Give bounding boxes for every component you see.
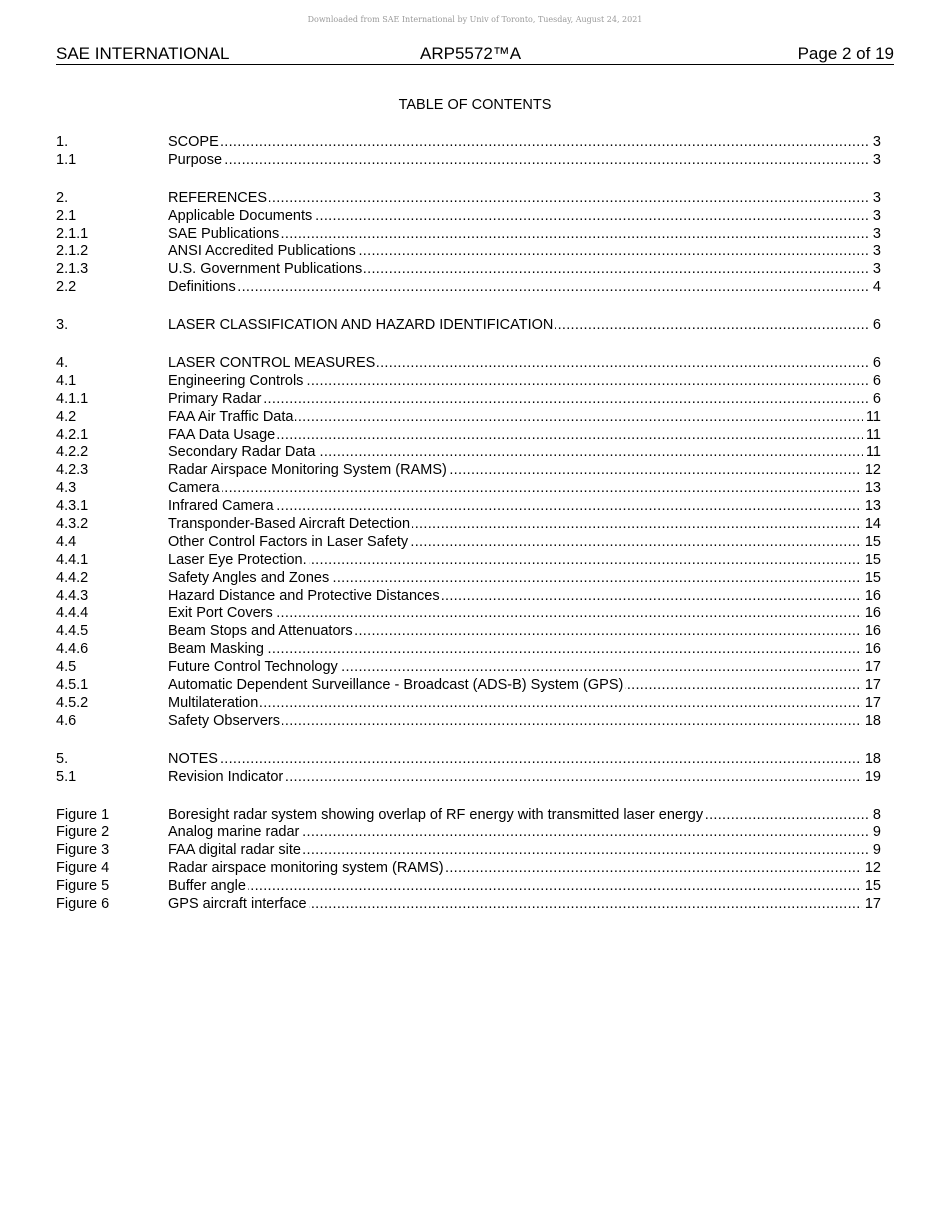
toc-entry-number: 4.6 (56, 712, 77, 729)
toc-entry-leader (168, 190, 881, 208)
toc-entry-page: 14 (862, 516, 881, 534)
toc-entry-title: NOTES (168, 750, 218, 767)
toc-entry-leader (168, 677, 881, 695)
toc-entry-leader (168, 896, 881, 914)
toc-entry-title: Revision Indicator (168, 768, 284, 785)
toc-entry[interactable] (56, 373, 881, 391)
toc-entry[interactable] (56, 480, 881, 498)
toc-entry[interactable] (56, 261, 881, 279)
toc-entry-title: REFERENCES (168, 189, 268, 206)
toc-entry-number: 4.3 (56, 480, 77, 497)
toc-entry-title: Engineering Controls (168, 372, 304, 389)
toc-entry-number: 2.1.3 (56, 261, 89, 278)
toc-entry-title: Beam Stops and Attenuators (168, 623, 353, 640)
table-of-contents (56, 134, 881, 914)
toc-entry[interactable] (56, 677, 881, 695)
toc-entry-page: 18 (862, 751, 881, 769)
toc-entry-number: Figure 5 (56, 878, 110, 895)
toc-entry-page: 9 (870, 842, 881, 860)
toc-entry-number: 4.4.5 (56, 623, 89, 640)
toc-entry-number: 4.2 (56, 408, 77, 425)
toc-entry-page: 16 (862, 623, 881, 641)
toc-entry[interactable] (56, 605, 881, 623)
toc-entry-page: 11 (863, 427, 881, 445)
toc-entry[interactable] (56, 842, 881, 860)
toc-entry-title: LASER CONTROL MEASURES (168, 355, 376, 372)
toc-entry-leader (168, 588, 881, 606)
page-header (56, 44, 894, 65)
toc-entry-page: 17 (862, 677, 881, 695)
toc-entry-title: Definitions (168, 279, 236, 296)
toc-entry[interactable] (56, 552, 881, 570)
toc-entry-leader (168, 152, 881, 170)
toc-entry-leader (168, 134, 881, 152)
toc-entry-title: Secondary Radar Data (168, 444, 316, 461)
header-document-number: ARP5572™A (420, 44, 522, 63)
toc-entry-title: FAA digital radar site (168, 842, 301, 859)
toc-entry-leader (168, 409, 881, 427)
toc-title: TABLE OF CONTENTS (398, 97, 552, 113)
toc-entry-number: Figure 4 (56, 860, 110, 877)
toc-entry-title: Automatic Dependent Surveillance - Broadcast (ADS-B) System (GPS) (168, 677, 624, 694)
toc-entry-number: 4.3.2 (56, 516, 89, 533)
toc-entry-number: 4.4.3 (56, 587, 89, 604)
toc-entry-number: 4.2.2 (56, 444, 89, 461)
toc-entry[interactable] (56, 498, 881, 516)
toc-entry[interactable] (56, 355, 881, 373)
toc-entry-number: 4.2.1 (56, 426, 89, 443)
toc-entry-title: FAA Data Usage (168, 426, 276, 443)
toc-entry-number: Figure 6 (56, 895, 110, 912)
toc-entry-leader (168, 498, 881, 516)
toc-entry-title: LASER CLASSIFICATION AND HAZARD IDENTIFICATION (168, 317, 554, 334)
toc-entry[interactable] (56, 878, 881, 896)
toc-entry-leader (168, 516, 881, 534)
toc-entry-number: 5.1 (56, 768, 77, 785)
toc-entry-leader (168, 462, 881, 480)
toc-entry-page: 12 (862, 462, 881, 480)
toc-entry-title: Boresight radar system showing overlap of RF energy with transmitted laser energy (168, 806, 704, 823)
toc-entry-leader (168, 226, 881, 244)
toc-entry-page: 11 (863, 444, 881, 462)
toc-entry-number: 4.5 (56, 659, 77, 676)
toc-entry[interactable] (56, 751, 881, 769)
toc-entry-page: 17 (862, 896, 881, 914)
toc-entry-page: 17 (862, 695, 881, 713)
toc-entry-page: 13 (862, 498, 881, 516)
toc-entry-title: Hazard Distance and Protective Distances (168, 587, 440, 604)
toc-entry-title: Safety Observers (168, 712, 281, 729)
toc-entry-title: Transponder-Based Aircraft Detection (168, 516, 411, 533)
toc-entry-number: 1. (56, 134, 69, 150)
toc-entry-page: 3 (870, 261, 881, 279)
toc-entry-page: 6 (870, 391, 881, 409)
toc-entry-page: 8 (870, 807, 881, 825)
toc-entry-title: Infrared Camera (168, 498, 274, 515)
toc-entry-title: Purpose (168, 151, 223, 168)
toc-entry[interactable] (56, 279, 881, 297)
toc-entry-number: 4. (56, 355, 69, 372)
toc-entry[interactable] (56, 896, 881, 914)
toc-entry-number: 2.1 (56, 207, 77, 224)
toc-entry-number: 2. (56, 189, 69, 206)
toc-entry-leader (168, 842, 881, 860)
toc-entry-leader (168, 769, 881, 787)
toc-entry[interactable] (56, 208, 881, 226)
toc-entry-number: 4.5.2 (56, 694, 89, 711)
toc-entry-leader (168, 751, 881, 769)
toc-entry-page: 6 (870, 355, 881, 373)
toc-entry-title: Multilateration (168, 694, 259, 711)
toc-entry-number: 4.1.1 (56, 390, 89, 407)
toc-entry[interactable] (56, 427, 881, 445)
toc-entry-leader (168, 355, 881, 373)
toc-entry[interactable] (56, 243, 881, 261)
toc-entry-number: 4.4.4 (56, 605, 89, 622)
toc-entry-title: Safety Angles and Zones (168, 569, 330, 586)
toc-entry-number: 1.1 (56, 151, 77, 168)
toc-entry-number: Figure 2 (56, 824, 110, 841)
toc-entry-title: Primary Radar (168, 390, 262, 407)
toc-entry-leader (168, 623, 881, 641)
toc-entry-number: 4.5.1 (56, 677, 89, 694)
header-organization: SAE INTERNATIONAL (56, 44, 230, 63)
toc-entry-leader (168, 713, 881, 731)
toc-entry-title: Other Control Factors in Laser Safety (168, 533, 409, 550)
toc-entry-title: U.S. Government Publications (168, 261, 363, 278)
toc-entry[interactable] (56, 695, 881, 713)
toc-entry-number: 4.4 (56, 533, 77, 550)
toc-entry-leader (168, 480, 881, 498)
toc-entry-page: 15 (862, 878, 881, 896)
toc-entry-page: 16 (862, 588, 881, 606)
toc-entry[interactable] (56, 226, 881, 244)
toc-entry-leader (168, 641, 881, 659)
toc-entry-leader (168, 552, 881, 570)
toc-entry[interactable] (56, 824, 881, 842)
toc-entry-page: 18 (862, 713, 881, 731)
toc-entry-page: 4 (870, 279, 881, 297)
toc-entry-leader (168, 279, 881, 297)
toc-entry-page: 3 (870, 190, 881, 208)
toc-entry-page: 3 (870, 243, 881, 261)
toc-entry-title: Laser Eye Protection. (168, 551, 307, 568)
toc-entry-number: 4.1 (56, 372, 77, 389)
toc-entry-page: 3 (870, 208, 881, 226)
toc-entry-page: 6 (870, 317, 881, 335)
toc-entry-number: 2.2 (56, 279, 77, 296)
toc-entry-title: Analog marine radar (168, 824, 300, 841)
toc-entry-leader (168, 243, 881, 261)
toc-entry[interactable] (56, 713, 881, 731)
download-watermark: Downloaded from SAE International by Univ of Toronto, Tuesday, August 24, 2021 (307, 15, 643, 24)
toc-entry-number: 4.4.6 (56, 641, 89, 658)
toc-entry-number: 4.4.2 (56, 569, 89, 586)
toc-entry-page: 3 (870, 134, 881, 152)
toc-entry-leader (168, 659, 881, 677)
toc-entry[interactable] (56, 190, 881, 208)
toc-entry-number: Figure 3 (56, 842, 110, 859)
toc-entry-title: SCOPE (168, 134, 219, 150)
toc-entry[interactable] (56, 570, 881, 588)
toc-entry[interactable] (56, 317, 881, 335)
toc-entry-leader (168, 261, 881, 279)
toc-entry-page: 17 (862, 659, 881, 677)
toc-entry-title: Exit Port Covers (168, 605, 273, 622)
toc-entry-number: 4.2.3 (56, 462, 89, 479)
toc-entry-page: 15 (862, 534, 881, 552)
toc-entry[interactable] (56, 588, 881, 606)
toc-entry-leader (168, 824, 881, 842)
toc-entry-leader (168, 427, 881, 445)
toc-entry-leader (168, 317, 881, 335)
toc-entry-number: 2.1.1 (56, 225, 89, 242)
toc-entry-page: 16 (862, 605, 881, 623)
toc-entry-title: Camera (168, 480, 220, 497)
toc-entry-page: 3 (870, 152, 881, 170)
toc-entry-title: Radar Airspace Monitoring System (RAMS) (168, 462, 447, 479)
toc-entry[interactable] (56, 623, 881, 641)
toc-entry-number: 4.3.1 (56, 498, 89, 515)
toc-entry-page: 11 (863, 409, 881, 427)
toc-entry-leader (168, 444, 881, 462)
toc-entry-title: Applicable Documents (168, 207, 313, 224)
toc-entry-number: 2.1.2 (56, 243, 89, 260)
toc-entry[interactable] (56, 659, 881, 677)
toc-entry[interactable] (56, 769, 881, 787)
toc-entry-number: Figure 1 (56, 806, 110, 823)
toc-entry-title: ANSI Accredited Publications (168, 243, 356, 260)
header-page-number: Page 2 of 19 (797, 44, 894, 63)
toc-entry-leader (168, 534, 881, 552)
toc-entry-page: 12 (862, 860, 881, 878)
toc-entry[interactable] (56, 534, 881, 552)
toc-entry-page: 15 (862, 552, 881, 570)
toc-entry-title: Radar airspace monitoring system (RAMS) (168, 860, 444, 877)
toc-entry[interactable] (56, 807, 881, 825)
toc-entry-page: 15 (862, 570, 881, 588)
toc-entry-page: 16 (862, 641, 881, 659)
toc-entry-page: 6 (870, 373, 881, 391)
toc-entry-title: SAE Publications (168, 225, 280, 242)
toc-entry-title: Buffer angle (168, 878, 246, 895)
toc-entry[interactable] (56, 462, 881, 480)
toc-entry-page: 3 (870, 226, 881, 244)
toc-entry-number: 5. (56, 750, 69, 767)
toc-entry-leader (168, 208, 881, 226)
toc-entry-page: 19 (862, 769, 881, 787)
toc-entry[interactable] (56, 860, 881, 878)
toc-entry-leader (168, 391, 881, 409)
toc-entry-page: 13 (862, 480, 881, 498)
toc-entry-leader (168, 860, 881, 878)
toc-entry-number: 3. (56, 317, 69, 334)
toc-entry[interactable] (56, 152, 881, 170)
toc-entry-number: 4.4.1 (56, 551, 89, 568)
toc-entry[interactable] (56, 134, 881, 152)
toc-entry-page: 9 (870, 824, 881, 842)
toc-entry-leader (168, 878, 881, 896)
toc-entry-leader (168, 605, 881, 623)
toc-entry-title: GPS aircraft interface (168, 895, 307, 912)
toc-entry-leader (168, 807, 881, 825)
toc-entry-leader (168, 373, 881, 391)
toc-entry-leader (168, 695, 881, 713)
toc-entry-leader (168, 570, 881, 588)
toc-entry-title: Future Control Technology (168, 659, 338, 676)
toc-entry[interactable] (56, 641, 881, 659)
toc-entry[interactable] (56, 444, 881, 462)
toc-entry[interactable] (56, 391, 881, 409)
toc-entry[interactable] (56, 409, 881, 427)
toc-entry[interactable] (56, 516, 881, 534)
toc-entry-title: FAA Air Traffic Data (168, 408, 294, 425)
toc-entry-title: Beam Masking (168, 641, 264, 658)
